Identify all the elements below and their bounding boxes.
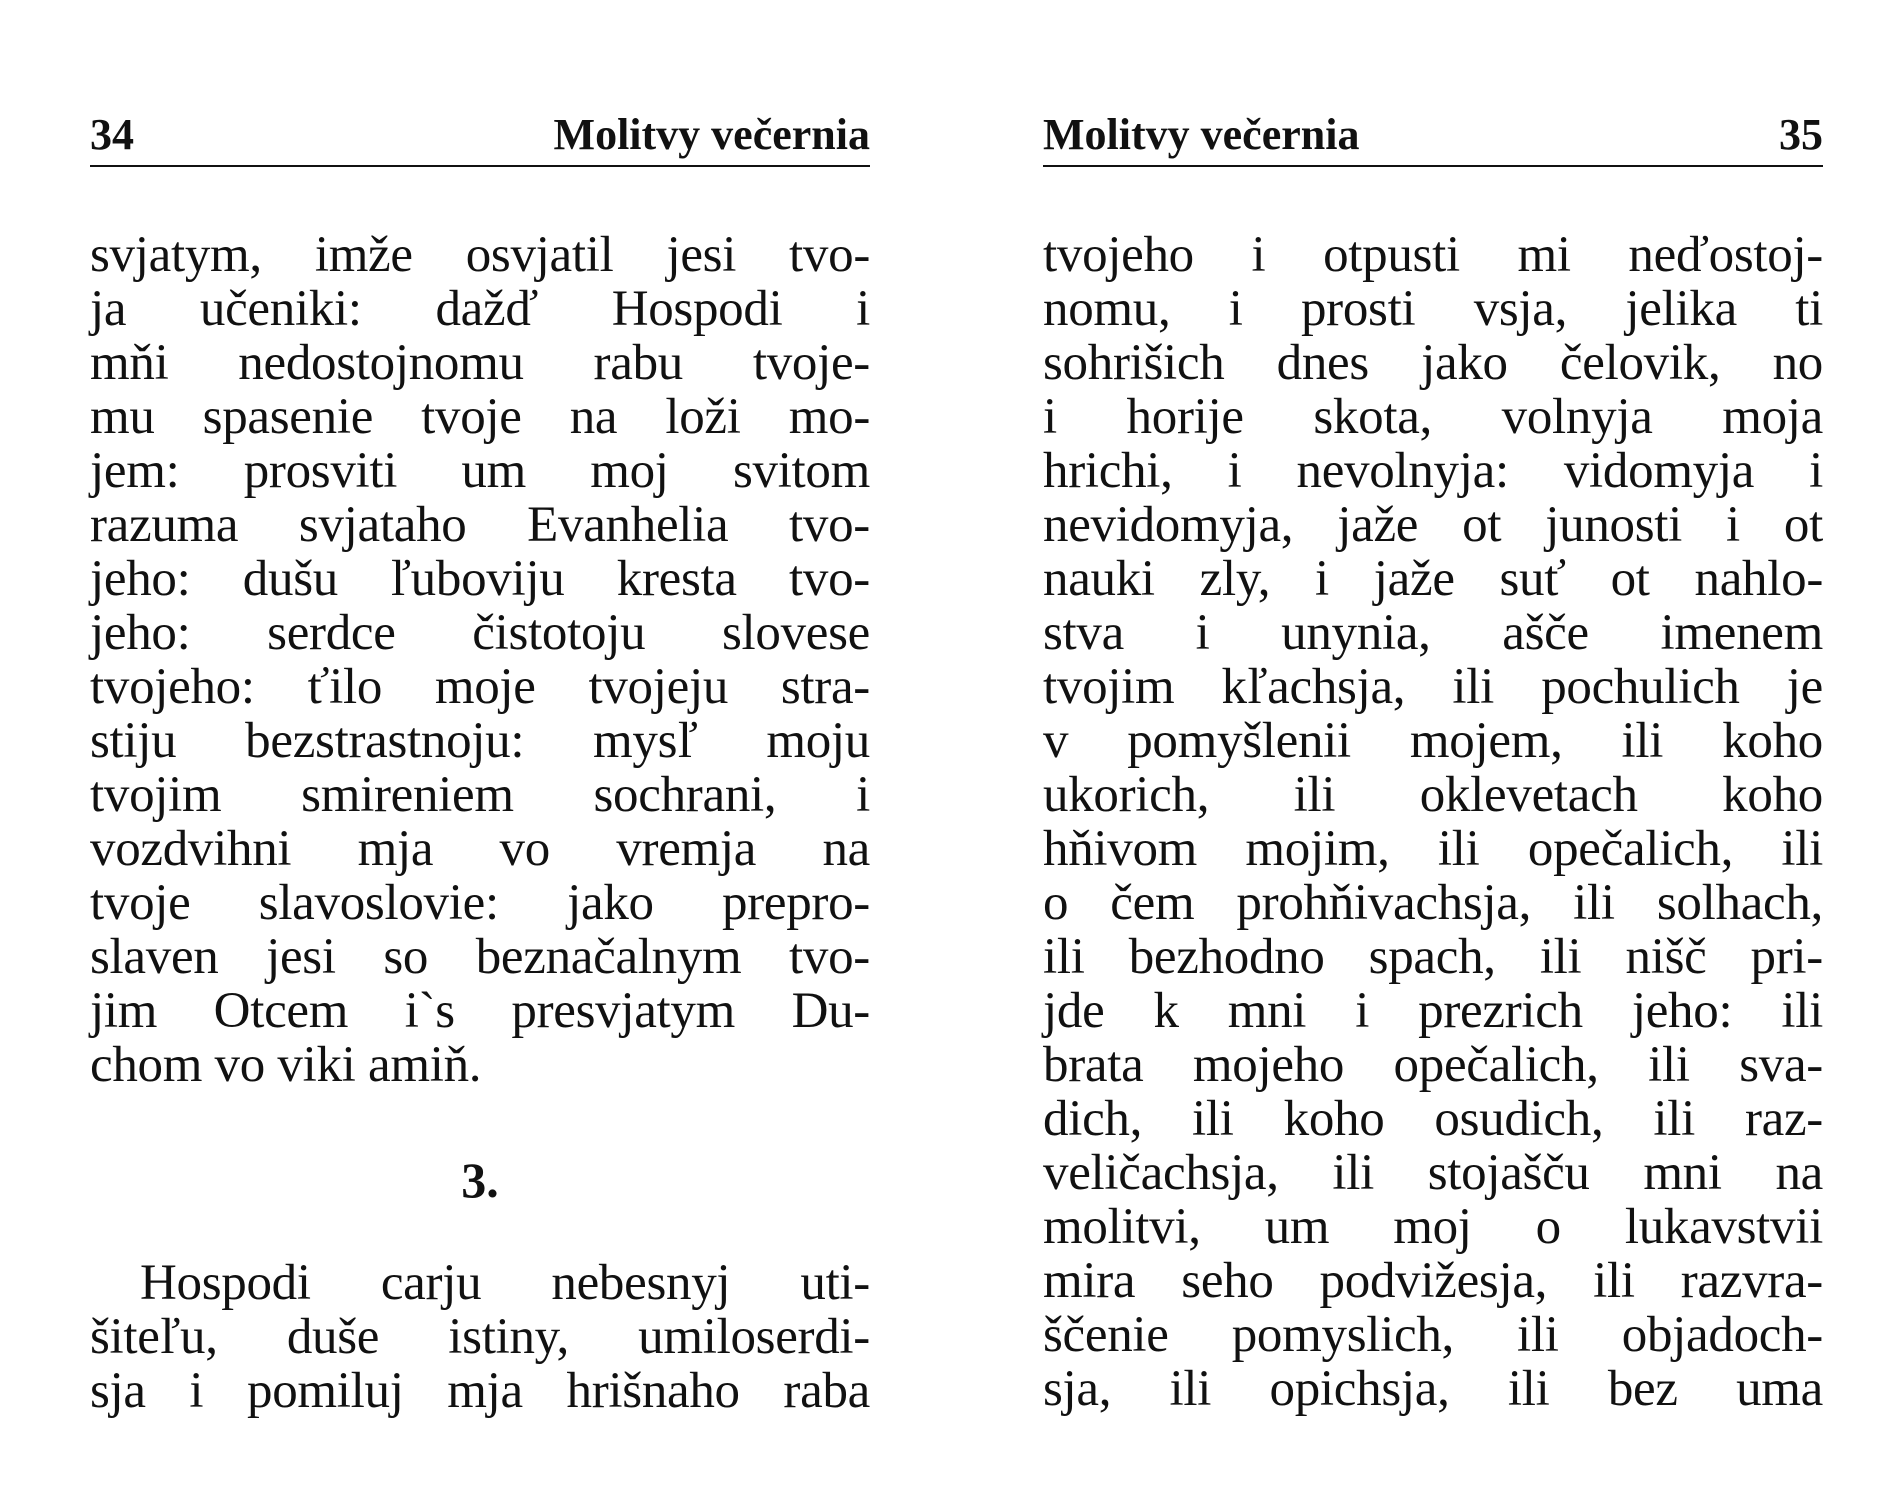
left-text-line: mňi nedostojnomu rabu tvoje- — [90, 335, 870, 391]
right-text-line: brata mojeho opečalich, ili sva- — [1043, 1037, 1823, 1093]
right-text-line: nevidomyja, jaže ot junosti i ot — [1043, 497, 1823, 553]
left-section-line: Hospodi carju nebesnyj uti- — [140, 1255, 870, 1311]
right-text-line: sohrišich dnes jako čelovik, no — [1043, 335, 1823, 391]
right-text-line: o čem prohňivachsja, ili solhach, — [1043, 875, 1823, 931]
left-running-title: Molitvy večernia — [553, 110, 870, 159]
right-text-line: tvojim kľachsja, ili pochulich je — [1043, 659, 1823, 715]
right-text-line: ili bezhodno spach, ili nišč pri- — [1043, 929, 1823, 985]
left-page-number: 34 — [90, 110, 134, 159]
right-text-line: ukorich, ili oklevetach koho — [1043, 767, 1823, 823]
left-section-line: šiteľu, duše istiny, umiloserdi- — [90, 1309, 870, 1365]
left-text-line: jem: prosviti um moj svitom — [90, 443, 870, 499]
prayer-section-number: 3. — [461, 1152, 499, 1208]
left-text-line: vozdvihni mja vo vremja na — [90, 821, 870, 877]
left-text-line: tvojim smireniem sochrani, i — [90, 767, 870, 823]
right-running-title: Molitvy večernia — [1043, 110, 1360, 159]
right-running-head — [1043, 105, 1823, 167]
left-text-line: tvojeho: ťilo moje tvojeju stra- — [90, 659, 870, 715]
left-running-head — [90, 105, 870, 167]
right-page-number: 35 — [1779, 110, 1823, 159]
right-text-line: jde k mni i prezrich jeho: ili — [1043, 983, 1823, 1039]
right-text-line: nauki zly, i jaže suť ot nahlo- — [1043, 551, 1823, 607]
left-text-line: jeho: serdce čistotoju slovese — [90, 605, 870, 661]
left-section-line: sja i pomiluj mja hrišnaho raba — [90, 1363, 870, 1419]
right-text-line: hrichi, i nevolnyja: vidomyja i — [1043, 443, 1823, 499]
left-text-line: svjatym, imže osvjatil jesi tvo- — [90, 227, 870, 283]
left-text-line: mu spasenie tvoje na loži mo- — [90, 389, 870, 445]
right-text-line: molitvi, um moj o lukavstvii — [1043, 1199, 1823, 1255]
right-text-line: mira seho podvižesja, ili razvra- — [1043, 1253, 1823, 1309]
right-text-line: veličachsja, ili stojašču mni na — [1043, 1145, 1823, 1201]
left-page — [90, 0, 880, 1500]
left-text-line: ja učeniki: dažď Hospodi i — [90, 281, 870, 337]
left-text-line: stiju bezstrastnoju: mysľ moju — [90, 713, 870, 769]
left-text-line: razuma svjataho Evanhelia tvo- — [90, 497, 870, 553]
right-text-line: ščenie pomyslich, ili objadoch- — [1043, 1307, 1823, 1363]
left-text-line: jim Otcem i`s presvjatym Du- — [90, 983, 870, 1039]
right-text-line: sja, ili opichsja, ili bez uma — [1043, 1361, 1823, 1417]
right-text-line: tvojeho i otpusti mi neďostoj- — [1043, 227, 1823, 283]
left-text-line: slaven jesi so beznačalnym tvo- — [90, 929, 870, 985]
right-text-line: stva i unynia, ašče imenem — [1043, 605, 1823, 661]
left-text-line: chom vo viki amiň. — [90, 1037, 482, 1093]
right-page — [1043, 0, 1833, 1500]
right-text-line: nomu, i prosti vsja, jelika ti — [1043, 281, 1823, 337]
left-text-line: tvoje slavoslovie: jako prepro- — [90, 875, 870, 931]
right-text-line: hňivom mojim, ili opečalich, ili — [1043, 821, 1823, 877]
right-text-line: i horije skota, volnyja moja — [1043, 389, 1823, 445]
right-text-line: dich, ili koho osudich, ili raz- — [1043, 1091, 1823, 1147]
left-text-line: jeho: dušu ľuboviju kresta tvo- — [90, 551, 870, 607]
right-text-line: v pomyšlenii mojem, ili koho — [1043, 713, 1823, 769]
